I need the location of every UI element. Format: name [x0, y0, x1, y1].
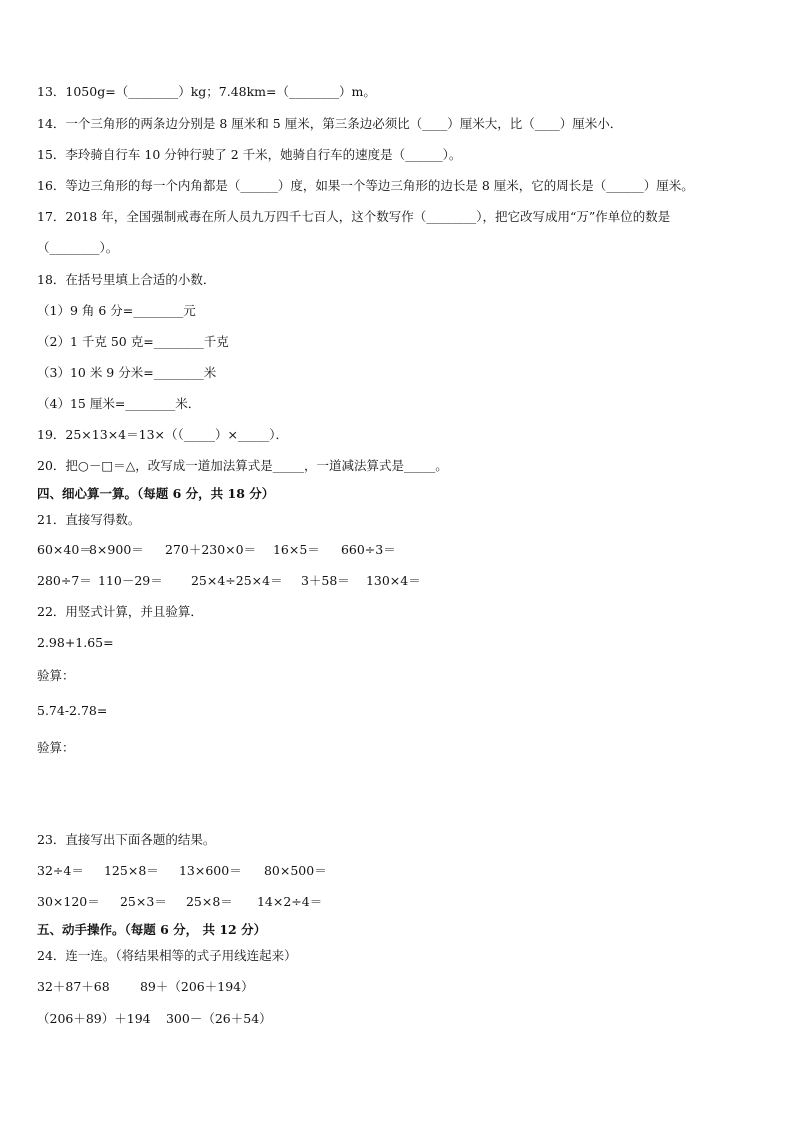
expression: 25×4÷25×4＝: [190, 573, 283, 588]
expression: 125×8＝: [103, 863, 159, 878]
expression: 270＋230×0＝: [164, 542, 257, 557]
section-4-heading: 四、细心算一算。（每题 6 分，共 18 分）: [37, 486, 275, 501]
question-21-title: 21．直接写得数。: [37, 512, 141, 527]
question-17-line-2: （________）。: [37, 240, 119, 255]
question-18-item-4: （4）15 厘米=________米．: [37, 396, 201, 411]
question-22-expression-1: 2.98+1.65=: [37, 635, 114, 650]
question-20: 20．把○－□＝△，改写成一道加法算式是_____，一道减法算式是_____。: [37, 458, 448, 473]
expression: 110－29＝: [97, 573, 163, 588]
question-24-row-1: [37, 979, 254, 995]
question-22-check-1: 验算：: [37, 668, 75, 683]
expression: 13×600＝: [178, 863, 242, 878]
expression: 8×900＝: [88, 542, 144, 557]
question-24-row-2: [37, 1011, 272, 1027]
expression: （206＋89）＋194: [37, 1011, 151, 1026]
question-22-expression-2: 5.74-2.78=: [37, 703, 108, 718]
expression: 16×5＝: [272, 542, 320, 557]
question-24-title: 24．连一连。（将结果相等的式子用线连起来）: [37, 948, 297, 963]
expression: 14×2÷4＝: [256, 894, 323, 909]
expression: 660÷3＝: [340, 542, 396, 557]
question-19: 19．25×13×4＝13×（（_____）×_____）．: [37, 427, 288, 442]
expression: 32＋87＋68: [37, 979, 110, 994]
expression: 30×120＝: [37, 894, 100, 909]
expression: 89＋（206＋194）: [139, 979, 254, 994]
question-23-title: 23．直接写出下面各题的结果。: [37, 832, 216, 847]
question-15: 15．李玲骑自行车 10 分钟行驶了 2 千米，她骑自行车的速度是（______）。: [37, 147, 462, 162]
section-5-heading: 五、动手操作。（每题 6 分， 共 12 分）: [37, 922, 267, 937]
question-14: 14．一个三角形的两条边分别是 8 厘米和 5 厘米，第三条边必须比（____）厘米大，比（____）厘米小．: [37, 116, 623, 131]
question-23-row-1: [37, 863, 327, 879]
question-13: 13．1050g=（________）kg；7.48km=（________）m。: [37, 84, 376, 99]
question-23-row-2: [37, 894, 322, 910]
question-16: 16．等边三角形的每一个内角都是（______）度，如果一个等边三角形的边长是 8 厘米，它的周长是（______）厘米。: [37, 178, 694, 193]
question-18-item-1: （1）9 角 6 分=________元: [37, 303, 196, 318]
question-21-row-1: [37, 542, 396, 558]
question-22-check-2: 验算：: [37, 740, 75, 755]
expression: 32÷4＝: [37, 863, 84, 878]
expression: 3＋58＝: [300, 573, 350, 588]
expression: 25×8＝: [185, 894, 233, 909]
question-17-line-1: 17．2018 年，全国强制戒毒在所人员九万四千七百人，这个数写作（________），把它改写成用“万”作单位的数是: [37, 209, 671, 224]
question-22-title: 22．用竖式计算，并且验算．: [37, 604, 203, 619]
expression: 130×4＝: [365, 573, 421, 588]
expression: 300－（26＋54）: [165, 1011, 272, 1026]
question-18-item-3: （3）10 米 9 分米=________米: [37, 365, 217, 380]
expression: 60×40＝: [37, 542, 92, 557]
question-18-title: 18．在括号里填上合适的小数．: [37, 272, 216, 287]
question-18-item-2: （2）1 千克 50 克=________千克: [37, 334, 229, 349]
question-21-row-2: [37, 573, 421, 589]
expression: 280÷7＝: [37, 573, 92, 588]
expression: 25×3＝: [119, 894, 167, 909]
expression: 80×500＝: [263, 863, 327, 878]
